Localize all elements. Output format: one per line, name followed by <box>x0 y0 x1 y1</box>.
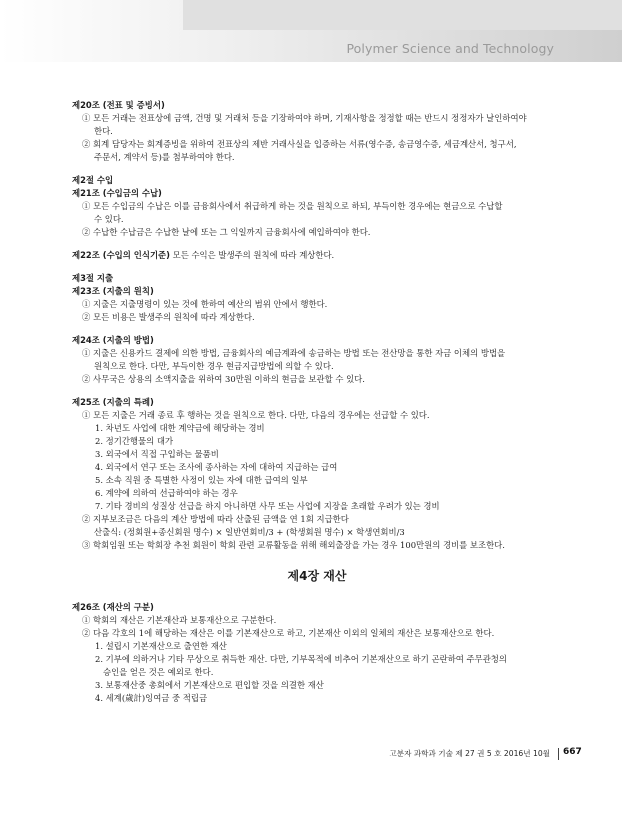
article-22 <box>72 249 562 262</box>
article-20-clause-2-cont: 주문서, 계약서 등)를 첨부하여야 한다. <box>94 152 235 162</box>
article-25-clause-1: ① 모든 지출은 거래 종료 후 행하는 것을 원칙으로 한다. 다만, 다음의 경우에는 선급할 수 있다. <box>82 410 430 420</box>
section-2-title: 제2절 수입 <box>72 175 114 185</box>
article-25-formula: 산출식: (정회원+종신회원 명수) × 일반연회비/3 + (학생회원 명수) × 학생연회비/3 <box>94 527 405 537</box>
article-24-clause-2: ② 사무국은 상용의 소액지출을 위하여 30만원 이하의 현금을 보관할 수 있다. <box>82 374 365 384</box>
page-body <box>72 99 562 705</box>
article-23-clause-2: ② 모든 비용은 발생주의 원칙에 따라 계상한다. <box>82 312 255 322</box>
article-20-title: 제20조 (전표 및 증빙서) <box>72 100 165 110</box>
section-3-title: 제3절 지출 <box>72 273 114 283</box>
article-26-clause-2: ② 다음 각호의 1에 해당하는 재산은 이를 기본재산으로 하고, 기본재산 이외의 일체의 재산은 보통재산으로 한다. <box>82 628 495 638</box>
article-24-clause-1-cont: 원칙으로 한다. 다만, 부득이한 경우 현금지급방법에 의할 수 있다. <box>94 361 334 371</box>
article-21-title: 제21조 (수입금의 수납) <box>72 188 162 198</box>
article-26-clause-1: ① 학회의 재산은 기본재산과 보통재산으로 구분한다. <box>82 615 277 625</box>
article-25-title: 제25조 (지출의 특례) <box>72 397 154 407</box>
list-item: 4. 세계(歲計)잉여금 중 적립금 <box>95 693 208 703</box>
list-item: 7. 기타 경비의 성질상 선급을 하지 아니하면 사무 또는 사업에 지장을 초래할 우려가 있는 경비 <box>95 501 440 511</box>
list-item: 1. 설립시 기본재산으로 출연한 재산 <box>95 641 227 651</box>
list-item-cont: 승인을 얻은 것은 예외로 한다. <box>103 667 214 677</box>
list-item: 6. 계약에 의하여 선급하여야 하는 경우 <box>95 488 238 498</box>
article-21-clause-1-cont: 수 있다. <box>94 214 124 224</box>
header-block <box>183 0 622 30</box>
article-22-text: 모든 수익은 발생주의 원칙에 따라 계상한다. <box>169 250 335 260</box>
page-footer <box>0 748 622 762</box>
list-item: 4. 외국에서 연구 또는 조사에 종사하는 자에 대하여 지급하는 급여 <box>95 462 338 472</box>
list-item: 5. 소속 직원 중 특별한 사정이 있는 자에 대한 급여의 일부 <box>95 475 308 485</box>
journal-title: Polymer Science and Technology <box>346 41 554 56</box>
list-item: 1. 차년도 사업에 대한 계약금에 해당하는 경비 <box>95 423 265 433</box>
page-number: 667 <box>563 747 582 757</box>
article-22-title: 제22조 (수입의 인식기준) <box>72 250 170 260</box>
article-21-clause-2: ② 수납한 수납금은 수납한 날에 또는 그 익일까지 금융회사에 예입하여야 한다. <box>82 227 371 237</box>
list-item: 3. 보통재산중 총회에서 기본재산으로 편입할 것을 의결한 재산 <box>95 680 324 690</box>
article-21-clause-1: ① 모든 수입금의 수납은 이를 금융회사에서 취급하게 하는 것을 원칙으로 하되, 부득이한 경우에는 현금으로 수납할 <box>82 201 503 211</box>
list-item: 2. 기부에 의하거나 기타 무상으로 취득한 재산. 다만, 기부목적에 비추어 기본재산으로 하기 곤란하여 주무관청의 <box>95 654 507 664</box>
article-20-clause-1-cont: 한다. <box>94 126 113 136</box>
article-23-clause-1: ① 지출은 지출명령이 있는 것에 한하여 예산의 범위 안에서 행한다. <box>82 299 328 309</box>
article-23-title: 제23조 (지출의 원칙) <box>72 286 154 296</box>
article-20-clause-1: ① 모든 거래는 전표상에 금액, 건명 및 거래처 등을 기장하여야 하며, 기재사항을 정정할 때는 반드시 정정자가 날인하여야 <box>82 113 527 123</box>
article-25-clause-2: ② 지부보조금은 다음의 계산 방법에 따라 산출된 금액을 연 1회 지급한다 <box>82 514 349 524</box>
footer-divider <box>558 748 559 760</box>
chapter-4-title: 제4장 재산 <box>287 569 347 583</box>
footer-journal-info: 고분자 과학과 기술 제 27 권 5 호 2016년 10월 <box>389 749 550 758</box>
article-24-title: 제24조 (지출의 방법) <box>72 335 154 345</box>
article-24-clause-1: ① 지출은 신용카드 결제에 의한 방법, 금융회사의 예금계좌에 송금하는 방법 또는 전산망을 통한 자금 이체의 방법을 <box>82 348 506 358</box>
list-item: 2. 정기간행물의 대가 <box>95 436 174 446</box>
article-20-clause-2: ② 회계 담당자는 회계증빙을 위하여 전표상의 제반 거래사실을 입증하는 서류(영수증, 송금영수증, 세금계산서, 청구서, <box>82 139 517 149</box>
article-25-clause-3: ③ 학회임원 또는 학회장 추천 회원이 학회 관련 교류활동을 위해 해외출장을 가는 경우 100만원의 경비를 보조한다. <box>82 540 505 550</box>
list-item: 3. 외국에서 직접 구입하는 물품비 <box>95 449 219 459</box>
article-26-title: 제26조 (재산의 구분) <box>72 602 154 612</box>
